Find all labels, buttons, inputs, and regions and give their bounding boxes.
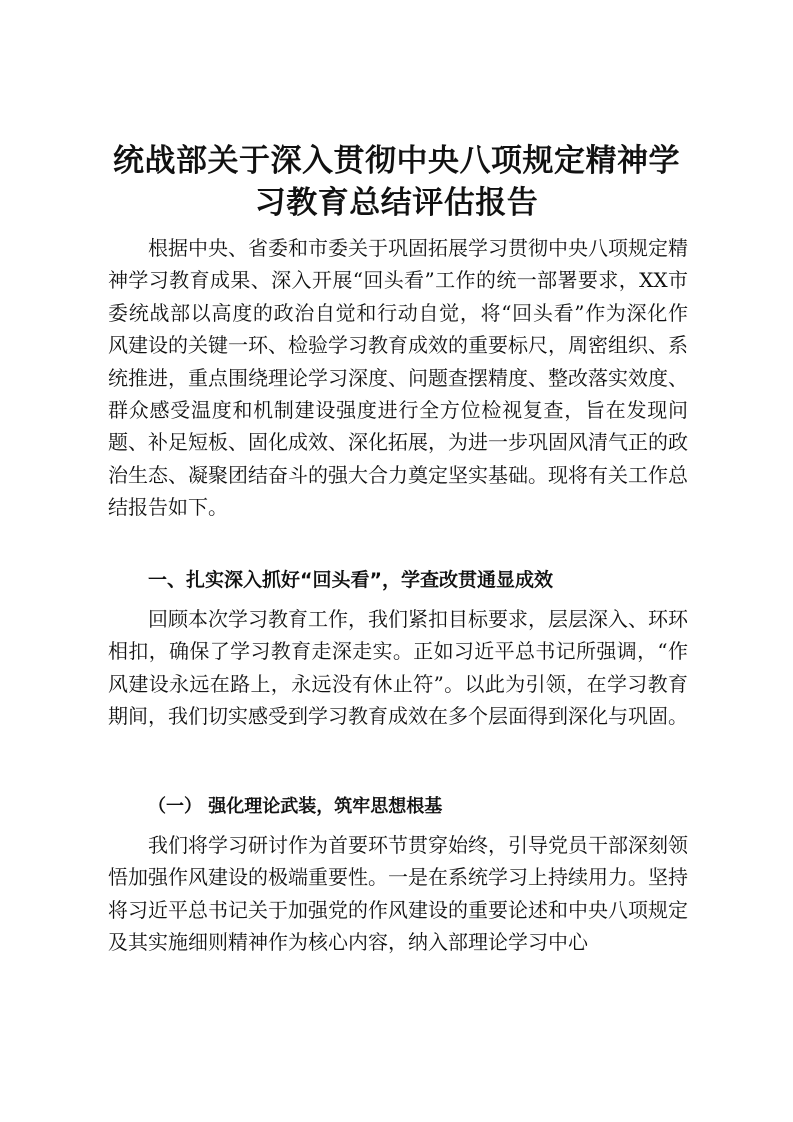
intro-paragraph: 根据中央、省委和市委关于巩固拓展学习贯彻中央八项规定精神学习教育成果、深入开展“回头看”工作的统一部署要求，XX市委统战部以高度的政治自觉和行动自觉，将“回头看”作为深化作风建设的关键一环、检验学习教育成效的重要标尺，周密组织、系统推进，重点围绕理论学习深度、问题查摆精度、整改落实效度、群众感受温度和机制建设强度进行全方位检视复查，旨在发现问题、补足短板、固化成效、深化拓展，为进一步巩固风清气正的政治生态、凝聚团结奋斗的强大合力奠定坚实基础。现将有关工作总结报告如下。 bbox=[108, 236, 688, 520]
intro-block bbox=[108, 232, 688, 524]
section1-block bbox=[108, 603, 688, 733]
subsection1-paragraph: 我们将学习研讨作为首要环节贯穿始终，引导党员干部深刻领悟加强作风建设的极端重要性。一是在系统学习上持续用力。坚持将习近平总书记关于加强党的作风建设的重要论述和中央八项规定及其实施细则精神作为核心内容，纳入部理论学习中心 bbox=[108, 833, 688, 955]
subsection1-block bbox=[108, 829, 688, 959]
document-title: 统战部关于深入贯彻中央八项规定精神学习教育总结评估报告 bbox=[113, 143, 680, 221]
section1-paragraph: 回顾本次学习教育工作，我们紧扣目标要求，层层深入、环环相扣，确保了学习教育走深走实。正如习近平总书记所强调，“作风建设永远在路上，永远没有休止符”。以此为引领，在学习教育期间，我们切实感受到学习教育成效在多个层面得到深化与巩固。 bbox=[108, 607, 688, 729]
subsection-heading-1: （一） 强化理论武装，筑牢思想根基 bbox=[148, 796, 443, 817]
section-heading-1: 一、扎实深入抓好“回头看”，学查改贯通显成效 bbox=[148, 569, 553, 591]
